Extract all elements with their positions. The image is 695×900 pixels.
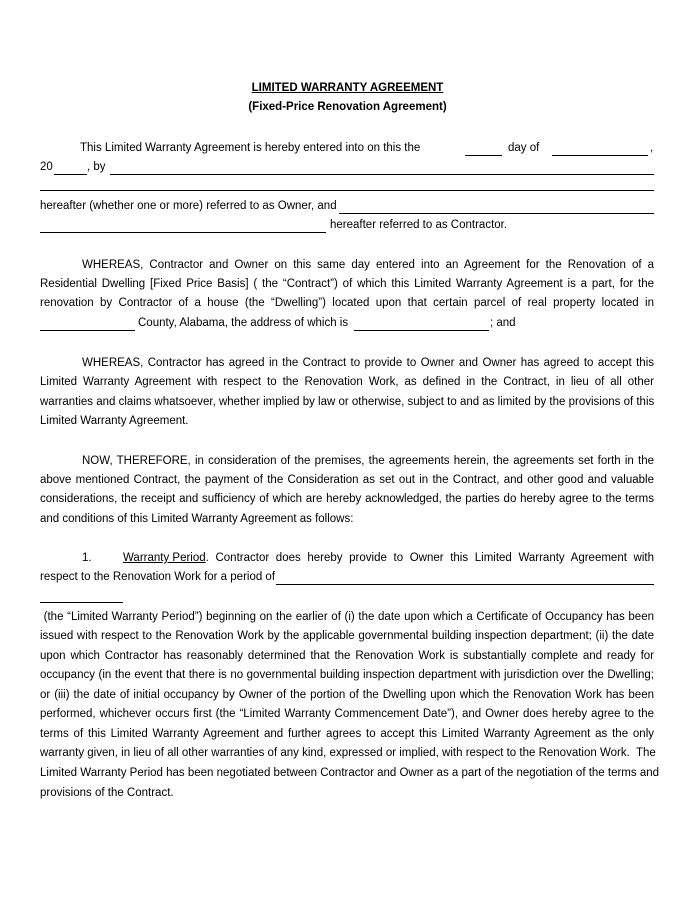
month-blank[interactable] — [552, 142, 648, 156]
contractor-name-blank-2[interactable] — [40, 219, 326, 233]
year-prefix: 20 — [40, 161, 53, 173]
warranty-period-blank[interactable] — [276, 571, 654, 585]
owner-name-blank[interactable] — [110, 161, 654, 175]
day-blank[interactable] — [465, 142, 502, 156]
whereas2-line-2: Limited Warranty Agreement with respect to the Renovation Work, as defined in the Contract, in lieu of all other — [40, 376, 654, 388]
now-line-4: and conditions of this Limited Warranty Agreement as follows: — [40, 513, 354, 525]
intro-line-4 — [40, 197, 654, 216]
warranty-period-blank-2[interactable] — [40, 602, 123, 603]
document-title: LIMITED WARRANTY AGREEMENT — [251, 82, 444, 94]
section1-para-line-8: warranty given, in lieu of all other warranties of any kind, expressed or implied, with respect to the Renovation Work. The — [40, 747, 656, 759]
address-blank[interactable] — [354, 317, 489, 331]
section1-heading: Warranty Period — [123, 552, 206, 564]
intro-line-5 — [40, 216, 654, 235]
section1-para-line-10: provisions of the Contract. — [40, 787, 174, 799]
whereas2-line-4: Limited Warranty Agreement. — [40, 415, 189, 427]
contractor-ref-text: hereafter referred to as Contractor. — [330, 219, 508, 231]
section1-para-line-7: terms of this Limited Warranty Agreement and further agrees to accept this Limited Warranty Agreement as the only — [40, 728, 654, 740]
section1-para-line-1: (the “Limited Warranty Period”) beginning on the earlier of (i) the date upon which a Certificate of Occupancy has been — [40, 611, 654, 623]
intro-text: This Limited Warranty Agreement is hereby entered into on this the — [80, 142, 421, 154]
day-of-text: day of — [508, 142, 540, 154]
year-blank[interactable] — [54, 161, 87, 175]
intro-line-1 — [40, 139, 654, 158]
and-text: ; and — [490, 317, 516, 329]
owner-ref-text: hereafter (whether one or more) referred to as Owner, and — [40, 200, 337, 212]
county-text: County, Alabama, the address of which is — [138, 317, 349, 329]
contractor-name-blank[interactable] — [339, 200, 654, 214]
whereas1-line-2: Residential Dwelling [Fixed Price Basis] ( the “Contract”) of which this Limited Warranty Agreement is a part, for the — [40, 278, 654, 290]
section1-line-2 — [40, 568, 654, 587]
document-subtitle: (Fixed-Price Renovation Agreement) — [248, 101, 447, 113]
period-text: respect to the Renovation Work for a period of — [40, 571, 276, 583]
whereas2-line-3: warranties and claims whatsoever, whether implied by law or otherwise, subject to and as limited by the provisions of this — [40, 396, 655, 408]
section1-para-line-5: or (iii) the date of initial occupancy by Owner of the portion of the Dwelling upon which the Renovation Work has been — [40, 689, 654, 701]
now-line-1: NOW, THEREFORE, in consideration of the premises, the agreements herein, the agreements set forth in the — [82, 455, 654, 467]
section1-first-line — [123, 549, 654, 568]
section1-para-line-9: Limited Warranty Period has been negotiated between Contractor and Owner as a part of the negotiation of the terms and — [40, 767, 660, 779]
section1-para-line-6: performed, whichever occurs first (the “Limited Warranty Commencement Date”), and Owner does hereby agree to the — [40, 708, 654, 720]
comma-text: , — [650, 142, 654, 154]
now-line-3: considerations, the receipt and sufficiency of which are hereby acknowledged, the parties do hereby agree to the terms — [40, 493, 654, 505]
section1-para-line-2: issued with respect to the Renovation Work by the applicable governmental building inspection department; (ii) the date — [40, 630, 654, 642]
whereas1-line-1: WHEREAS, Contractor and Owner on this same day entered into an Agreement for the Renovation of a — [82, 259, 654, 271]
now-line-2: above mentioned Contract, the payment of the Consideration as set out in the Contract, and other good and valuable — [40, 474, 654, 486]
whereas1-line-3: renovation by Contractor of a house (the “Dwelling”) located upon that certain parcel of real property located in — [40, 297, 654, 309]
whereas2-line-1: WHEREAS, Contractor has agreed in the Contract to provide to Owner and Owner has agreed to accept this — [82, 357, 654, 369]
owner-name-blank-2[interactable] — [40, 190, 654, 191]
section1-para-line-4: occupancy (in the event that there is no governmental building inspection department with jurisdiction over the Dwelling; — [40, 669, 654, 681]
section1-line1-text: . Contractor does hereby provide to Owner this Limited Warranty Agreement with — [205, 552, 654, 564]
section1-number: 1. — [82, 552, 92, 564]
by-text: , by — [87, 161, 106, 173]
whereas1-line-4 — [40, 314, 654, 333]
section1-para-line-3: upon which Contractor has reasonably determined that the Renovation Work is substantially complete and ready for — [40, 650, 654, 662]
section1-line-1 — [40, 549, 654, 568]
county-blank[interactable] — [40, 317, 135, 331]
intro-line-2 — [40, 158, 654, 177]
